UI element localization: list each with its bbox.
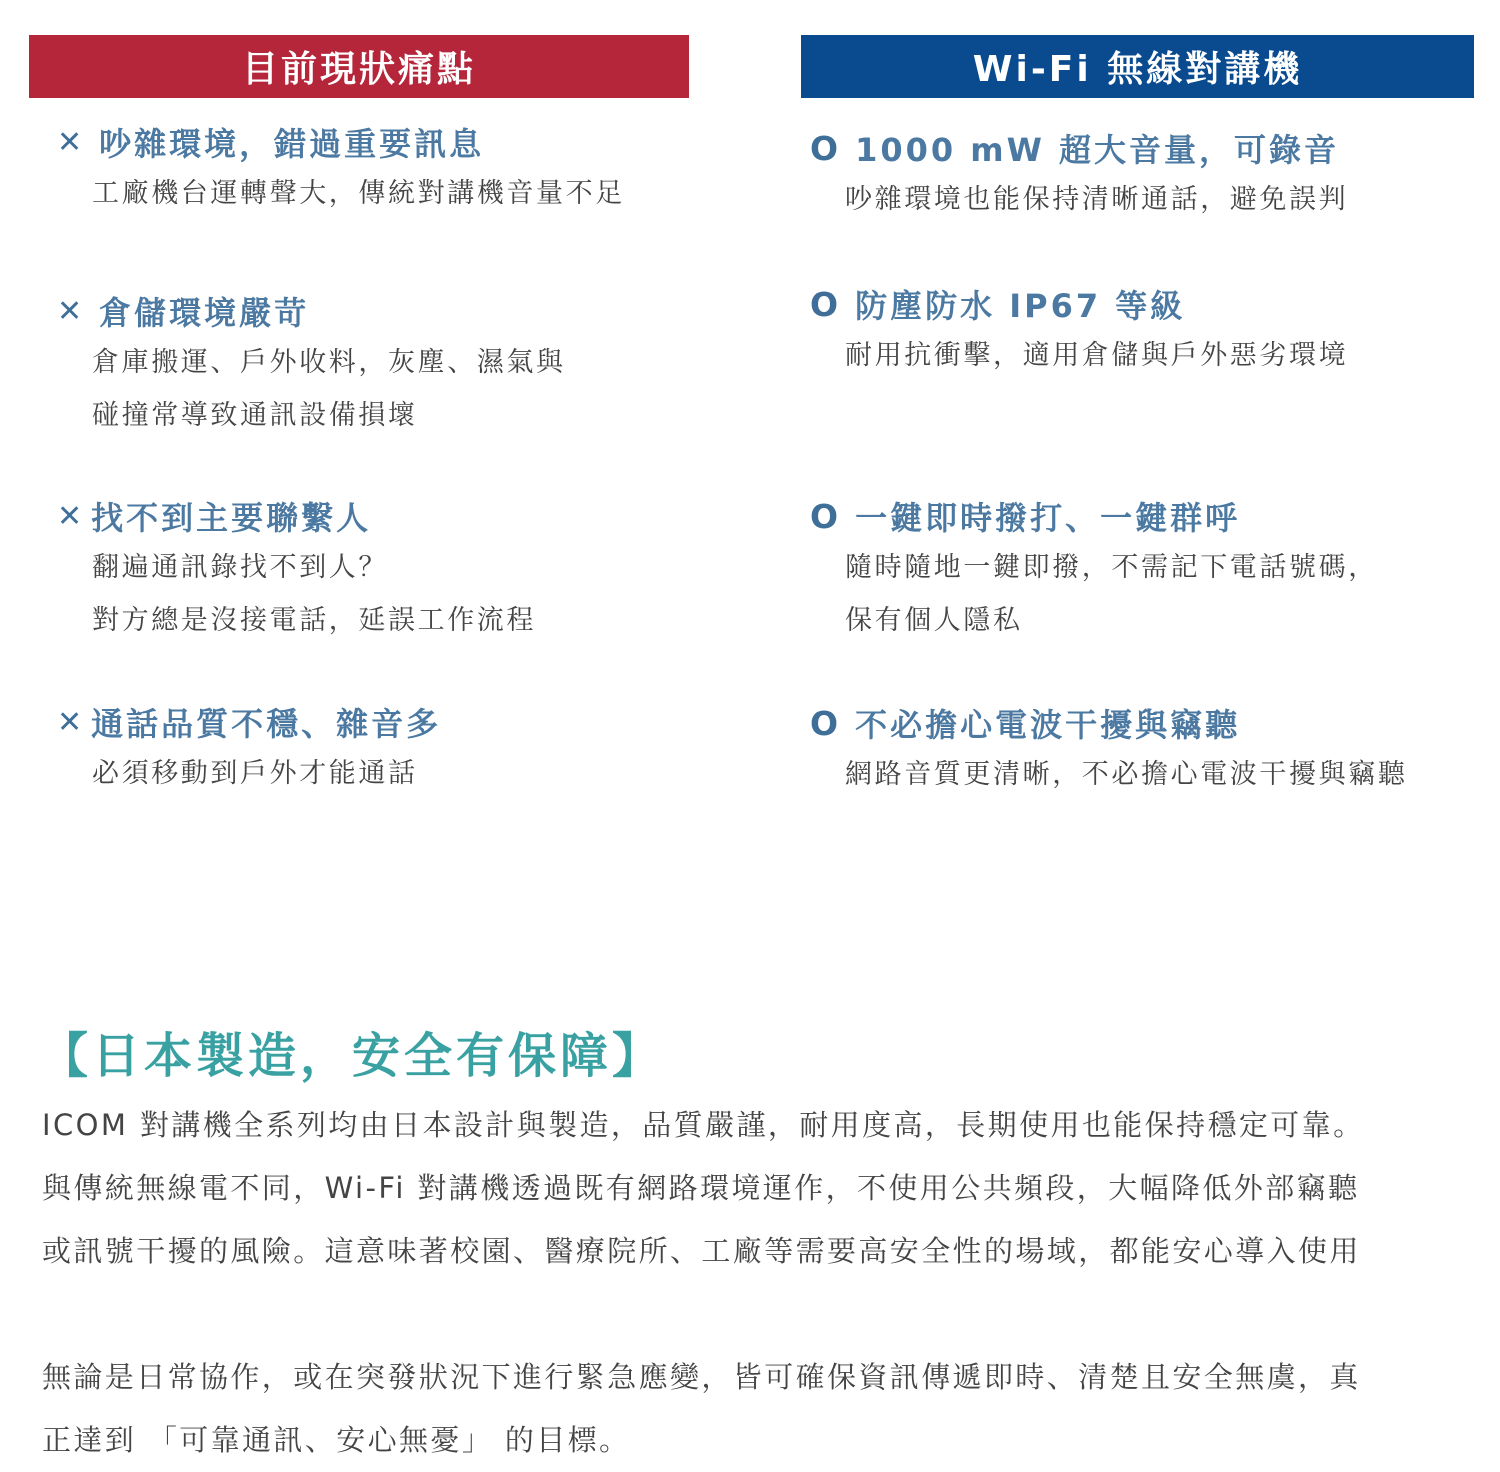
feature-title: 一鍵即時撥打、一鍵群呼 bbox=[855, 499, 1241, 537]
cross-icon: ✕ bbox=[57, 293, 86, 329]
feature-text: 吵雜環境也能保持清晰通話，避免誤判 bbox=[845, 184, 1349, 215]
cross-icon: ✕ bbox=[57, 498, 86, 534]
pain-point-text: 對方總是沒接電話，延誤工作流程 bbox=[92, 605, 536, 636]
paragraph-line: 與傳統無線電不同，Wi-Fi 對講機透過既有網路環境運作，不使用公共頻段，大幅降低外部竊聽 bbox=[42, 1171, 1360, 1205]
paragraph-line: 或訊號干擾的風險。這意味著校園、醫療院所、工廠等需要高安全性的場域，都能安心導入使用 bbox=[42, 1234, 1361, 1268]
pain-points-header: 目前現狀痛點 bbox=[29, 35, 689, 98]
paragraph-line: 無論是日常協作，或在突發狀況下進行緊急應變，皆可確保資訊傳遞即時、清楚且安全無虞，真 bbox=[42, 1360, 1361, 1394]
pain-point-item bbox=[57, 494, 536, 647]
circle-icon: O bbox=[810, 496, 842, 536]
pain-point-text: 倉庫搬運、戶外收料，灰塵、濕氣與 bbox=[92, 347, 566, 378]
paragraph-line: ICOM 對講機全系列均由日本設計與製造，品質嚴謹，耐用度高，長期使用也能保持穩定可靠。 bbox=[42, 1108, 1365, 1142]
pain-point-title: 找不到主要聯繫人 bbox=[91, 499, 372, 537]
feature-item bbox=[810, 126, 1348, 226]
pain-point-text: 工廠機台運轉聲大，傳統對講機音量不足 bbox=[92, 178, 625, 209]
feature-text: 耐用抗衝擊，適用倉儲與戶外惡劣環境 bbox=[845, 340, 1349, 371]
section-title: 【日本製造，安全有保障】 bbox=[40, 1028, 665, 1084]
pain-point-title: 吵雜環境，錯過重要訊息 bbox=[99, 125, 485, 163]
feature-text: 隨時隨地一鍵即撥，不需記下電話號碼， bbox=[845, 552, 1378, 583]
paragraph-line: 正達到 「可靠通訊、安心無憂」 的目標。 bbox=[42, 1423, 631, 1457]
cross-icon: ✕ bbox=[57, 124, 86, 160]
cross-icon: ✕ bbox=[57, 704, 86, 740]
pain-point-item bbox=[57, 700, 441, 800]
circle-icon: O bbox=[810, 703, 842, 743]
circle-icon: O bbox=[810, 128, 842, 168]
pain-point-text: 必須移動到戶外才能通話 bbox=[92, 758, 418, 789]
feature-item bbox=[810, 494, 1378, 647]
pain-point-text: 翻遍通訊錄找不到人？ bbox=[92, 552, 388, 583]
feature-item bbox=[810, 701, 1407, 801]
pain-point-title: 倉儲環境嚴苛 bbox=[99, 294, 310, 332]
wifi-intercom-header: Wi-Fi 無線對講機 bbox=[801, 35, 1474, 98]
pain-point-text: 碰撞常導致通訊設備損壞 bbox=[92, 400, 418, 431]
feature-title: 防塵防水 IP67 等級 bbox=[855, 287, 1186, 325]
feature-item bbox=[810, 282, 1348, 382]
pain-point-item bbox=[57, 120, 625, 220]
circle-icon: O bbox=[810, 284, 842, 324]
feature-title: 不必擔心電波干擾與竊聽 bbox=[855, 706, 1241, 744]
feature-text: 網路音質更清晰，不必擔心電波干擾與竊聽 bbox=[845, 759, 1408, 790]
paragraph-made-in-japan bbox=[42, 1094, 1472, 1283]
pain-point-title: 通話品質不穩、雜音多 bbox=[91, 705, 442, 743]
pain-point-item bbox=[57, 289, 566, 442]
feature-title: 1000 mW 超大音量，可錄音 bbox=[855, 131, 1340, 169]
feature-text: 保有個人隱私 bbox=[845, 605, 1023, 636]
paragraph-reliable-communication bbox=[42, 1346, 1472, 1472]
